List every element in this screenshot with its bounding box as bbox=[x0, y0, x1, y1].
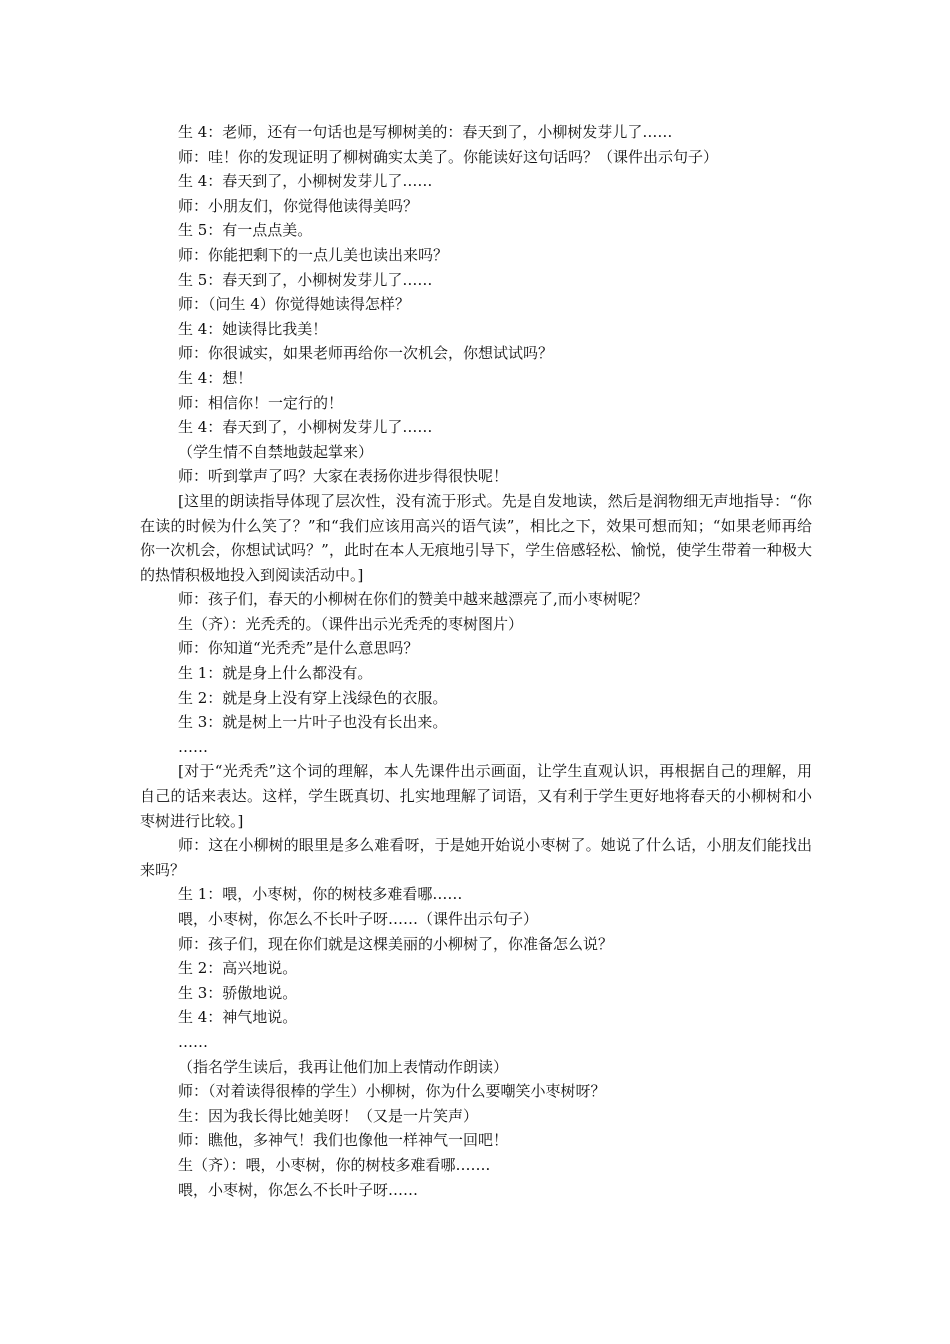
ellipsis-line: …… bbox=[178, 737, 208, 756]
text-line: 生（齐）：光秃秃的。（课件出示光秃秃的枣树图片） bbox=[178, 614, 524, 633]
text-line: 生（齐）：喂，小枣树，你的树枝多难看哪……. bbox=[178, 1155, 491, 1174]
text-line: 生：因为我长得比她美呀！（又是一片笑声） bbox=[178, 1106, 479, 1125]
text-line: （指名学生读后，我再让他们加上表情动作朗读） bbox=[178, 1057, 509, 1076]
text-line: 生 2：高兴地说。 bbox=[178, 959, 298, 978]
text-paragraph: 师：这在小柳树的眼里是多么难看呀，于是她开始说小枣树了。她说了什么话，小朋友们能找出来吗？ bbox=[140, 836, 812, 879]
text-line: 生 4：她读得比我美！ bbox=[178, 319, 328, 338]
text-line: 生 2：就是身上没有穿上浅绿色的衣服。 bbox=[178, 688, 448, 707]
text-line: 师：（问生 4）你觉得她读得怎样？ bbox=[178, 295, 410, 314]
text-line: 师：相信你！一定行的！ bbox=[178, 393, 344, 412]
text-line: 师：你知道“光秃秃”是什么意思吗？ bbox=[178, 639, 419, 658]
text-line: 生 1：喂，小枣树，你的树枝多难看哪…… bbox=[178, 885, 463, 904]
text-line: 师：你能把剩下的一点儿美也读出来吗？ bbox=[178, 245, 449, 264]
text-line: 生 4：春天到了，小柳树发芽儿了…… bbox=[178, 172, 433, 191]
text-line: 生 4：春天到了，小柳树发芽儿了…… bbox=[178, 418, 433, 437]
text-line: 喂，小枣树，你怎么不长叶子呀……（课件出示句子） bbox=[178, 910, 539, 928]
text-line: 师：孩子们，春天的小柳树在你们的赞美中越来越漂亮了,而小枣树呢？ bbox=[178, 590, 648, 609]
text-line: 生 1：就是身上什么都没有。 bbox=[178, 664, 373, 683]
text-line: 师：小朋友们，你觉得他读得美吗？ bbox=[178, 196, 419, 215]
ellipsis-line: …… bbox=[178, 1032, 208, 1051]
text-line: 喂，小枣树，你怎么不长叶子呀…… bbox=[178, 1180, 419, 1199]
text-line: 师：你很诚实，如果老师再给你一次机会，你想试试吗？ bbox=[178, 344, 554, 363]
text-line: （学生情不自禁地鼓起掌来） bbox=[178, 442, 374, 461]
document-body bbox=[140, 120, 812, 1202]
text-line: 师：听到掌声了吗？大家在表扬你进步得很快呢！ bbox=[178, 467, 509, 486]
text-line: 生 5：有一点点美。 bbox=[178, 221, 313, 240]
text-line: 生 3：就是树上一片叶子也没有长出来。 bbox=[178, 713, 448, 732]
text-line: 生 4：老师，还有一句话也是写柳树美的：春天到了，小柳树发芽儿了…… bbox=[178, 123, 673, 141]
text-line: 生 4：神气地说。 bbox=[178, 1008, 298, 1027]
text-line: 师：孩子们，现在你们就是这棵美丽的小柳树了，你准备怎么说？ bbox=[178, 934, 614, 953]
commentary-paragraph: [这里的朗读指导体现了层次性，没有流于形式。先是自发地读，然后是润物细无声地指导：“你在读的时候为什么笑了？”和“我们应该用高兴的语气读”，相比之下，效果可想而知；“如果老师再给你一次机会，你想试试吗？”，此时在本人无痕地引导下，学生倍感轻松、愉悦，使学生带着一种极大的热情积极地投入到阅读活动中。] bbox=[140, 491, 812, 584]
text-line: 生 3：骄傲地说。 bbox=[178, 983, 298, 1002]
text-line: 师：瞧他，多神气！我们也像他一样神气一回吧！ bbox=[178, 1131, 509, 1150]
text-line: 生 4：想！ bbox=[178, 368, 253, 387]
text-line: 生 5：春天到了，小柳树发芽儿了…… bbox=[178, 270, 433, 289]
text-line: 师：哇！你的发现证明了柳树确实太美了。你能读好这句话吗？（课件出示句子） bbox=[178, 147, 719, 166]
commentary-paragraph: [对于“光秃秃”这个词的理解，本人先课件出示画面，让学生直观认识，再根据自己的理解，用自己的话来表达。这样，学生既真切、扎实地理解了词语，又有利于学生更好地将春天的小柳树和小枣树进行比较。] bbox=[140, 762, 812, 830]
text-line: 师：（对着读得很棒的学生）小柳树，你为什么要嘲笑小枣树呀？ bbox=[178, 1082, 606, 1101]
